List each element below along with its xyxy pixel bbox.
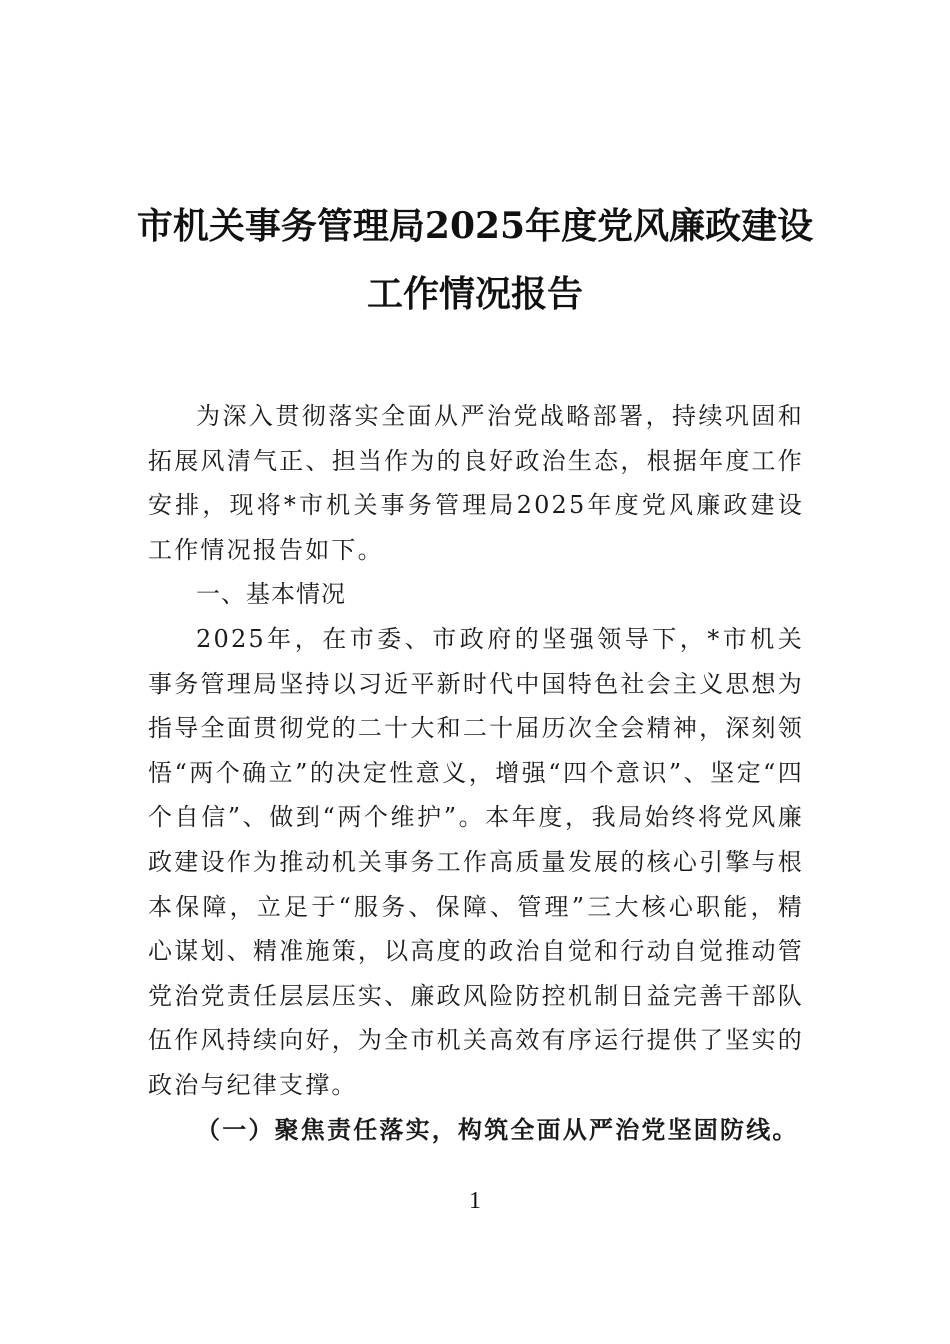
intro-paragraph: 为深入贯彻落实全面从严治党战略部署，持续巩固和拓展风清气正、担当作为的良好政治生态，根据年度工作安排，现将*市机关事务管理局2025年度党风廉政建设工作情况报告如下。 xyxy=(148,402,804,564)
document-title-line-2: 工作情况报告 xyxy=(366,273,583,315)
document-title-line-1: 市机关事务管理局2025年度党风廉政建设 xyxy=(136,205,814,247)
subsection-heading-responsibility: （一）聚焦责任落实，构筑全面从严治党坚固防线。 xyxy=(196,1114,799,1144)
page-number: 1 xyxy=(469,1188,481,1214)
document-body xyxy=(148,394,804,1152)
basic-situation-paragraph: 2025年，在市委、市政府的坚强领导下，*市机关事务管理局坚持以习近平新时代中国特色社会主义思想为指导全面贯彻党的二十大和二十届历次全会精神，深刻领悟“两个确立”的决定性意义，增强“四个意识”、坚定“四个自信”、做到“两个维护”。本年度，我局始终将党风廉政建设作为推动机关事务工作高质量发展的核心引擎与根本保障，立足于“服务、保障、管理”三大核心职能，精心谋划、精准施策，以高度的政治自觉和行动自觉推动管党治党责任层层压实、廉政风险防控机制日益完善干部队伍作风持续向好，为全市机关高效有序运行提供了坚实的政治与纪律支撑。 xyxy=(148,624,804,1099)
section-heading-basic-situation: 一、基本情况 xyxy=(196,580,346,609)
